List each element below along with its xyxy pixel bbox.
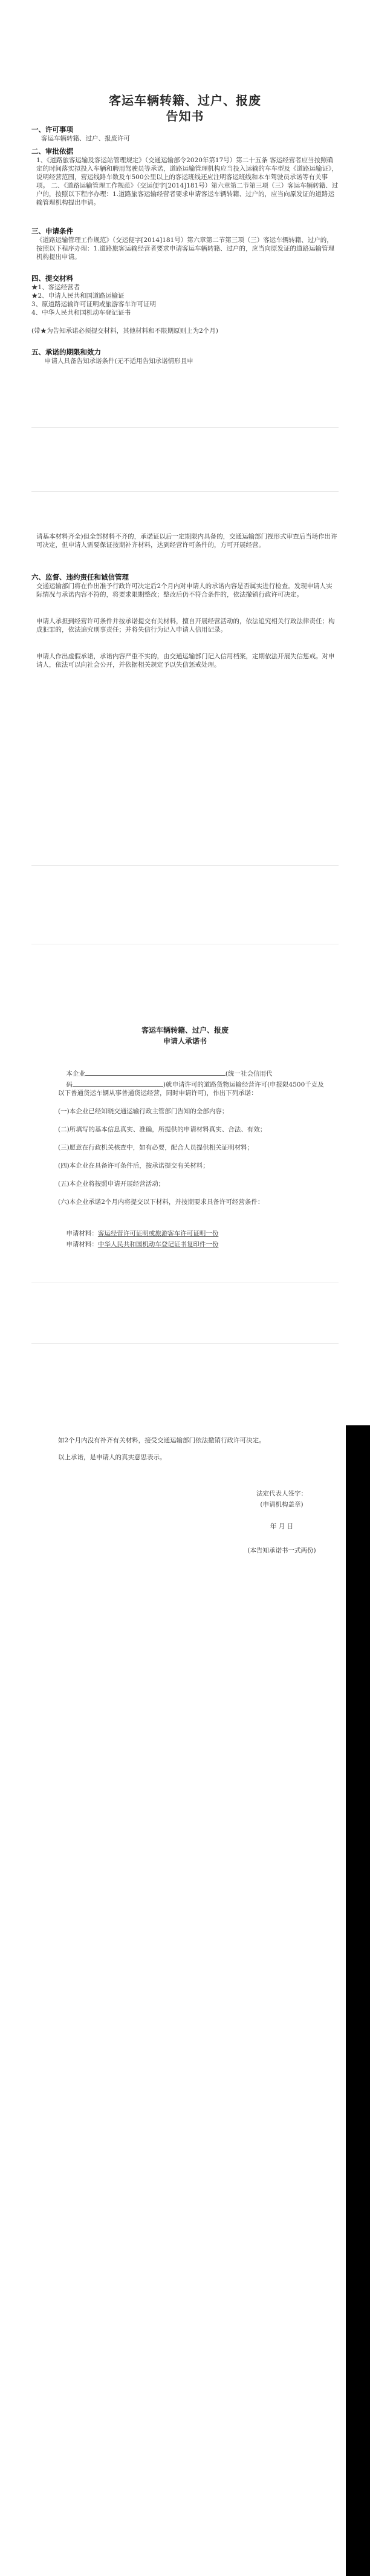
page-break-divider: [31, 427, 339, 428]
materials-note: (带★为告知承诺必须提交材料，其他材料和不限期原则上为2个月): [31, 327, 218, 335]
materials-list: [31, 283, 341, 317]
section-body-supervision-3: 申请人作出虚假承诺，承诺内容严重不实的，由交通运输部门记入信用档案，定期依法开展失信惩戒。对申请人，依法可以向社会公开，并依据相关规定予以失信惩戒处理。: [36, 653, 335, 669]
pledge-closing: 如2个月内没有补齐有关材料，接受交通运输部门依法撤销行政许可决定。: [58, 1437, 265, 1444]
section-body-permit: 客运车辆转籍、过户、报废许可: [41, 135, 130, 142]
pledge-item: (四)本企业在具备许可条件后，按承诺提交有关材料；: [58, 1162, 209, 1169]
section-body-term-continued: 请基本材料齐全)但全部材料不齐的，承诺证以后一定期限内具备的，交通运输部门视形式审查后当场作出许可决定，但申请人需要保证按期补齐材料，达到经营许可条件的，方可开展经营。: [36, 533, 337, 549]
signature-label: 法定代表人签字：: [256, 1490, 307, 1497]
pledge-material-value: 客运经营许可证明或旅游客车许可证明一份: [97, 1230, 219, 1237]
pledge-item: (二)所填写的基本信息真实、准确，所提供的申请材料真实、合法、有效；: [58, 1126, 267, 1133]
pledge-material-label: 申请材料：: [66, 1230, 98, 1237]
copies-note: (本告知承诺书一式两份): [247, 1547, 316, 1554]
pledge-code-suffix: )就申请许可的道路货物运输经营许可(申报限4500千克及以下普通货运车辆从事普通货运经营，同时申请许可)，作出下列承诺：: [58, 1081, 324, 1097]
pledge-title: 客运车辆转籍、过户、报废: [141, 1026, 229, 1035]
pledge-item: (五)本企业将按照申请开展经营活动；: [58, 1180, 165, 1188]
section-heading-term: 五、承诺的期限和效力: [31, 348, 101, 356]
date-line: 年 月 日: [270, 1523, 294, 1530]
pledge-material-label: 申请材料：: [66, 1241, 98, 1248]
pledge-code-prefix: 码: [66, 1081, 73, 1088]
section-body-term: 申请人具备告知承诺条件(无不适用告知承诺情形且申: [45, 358, 193, 365]
materials-item: ★2、申请人民共和国道路运输证: [31, 292, 125, 299]
section-heading-supervision: 六、监督、违约责任和诚信管理: [31, 573, 129, 581]
pledge-company-prefix: 本企业: [66, 1070, 85, 1077]
pledge-closing: 以上承诺，是申请人的真实意思表示。: [58, 1454, 166, 1461]
pledge-company-suffix: (统一社会信用代: [225, 1070, 273, 1077]
section-body-conditions: 《道路运输管理工作规范》（交运便字[2014]181号）第六章第二节第三项（三）客运车辆转籍、过户的，按照以下程序办理：1.道路旅客运输经营者要求申请客运车辆转籍、过户的，应当向原发证的道路运输管理机构提出申请。: [36, 237, 335, 261]
pledge-line-code: [58, 1071, 324, 1106]
section-heading-materials: 四、提交材料: [31, 274, 73, 283]
pledge-subtitle: 申请人承诺书: [163, 1037, 207, 1045]
page-break-divider: [31, 491, 339, 492]
pledge-item: (三)愿意在行政机关核查中，如有必要，配合人员提供相关证明材料；: [58, 1144, 254, 1151]
signature-block: [227, 1488, 336, 1510]
pledge-item: (六)本企业承诺2个月内将提交以下材料，并按期要求具备许可经营条件：: [58, 1198, 264, 1206]
page-break-divider: [31, 865, 339, 866]
section-heading-permit: 一、许可事项: [31, 125, 73, 134]
materials-item: 4、中华人民共和国机动车登记证书: [31, 309, 131, 316]
section-body-supervision-2: 申请人承担到经营许可条件并按承诺提交有关材料，擅自开展经营活动的，依法追究相关行政法律责任；构成犯罪的，依法追究刑事责任；并将失信行为记入申请人信用记录。: [36, 618, 335, 633]
section-body-supervision: 交通运输部门将在作出准予行政许可决定后2个月内对申请人的承诺内容是否属实进行检查。发现申请人实际情况与承诺内容不符的，将要求限期整改；整改后仍不符合条件的，依法撤销行政许可决定。: [36, 583, 333, 598]
pledge-material-row: [58, 1232, 324, 1257]
page-break-divider: [31, 1343, 339, 1344]
section-heading-basis: 二、审批依据: [31, 147, 73, 155]
document-subtitle: 告知书: [166, 109, 204, 123]
materials-item: ★1、客运经营者: [31, 284, 80, 291]
document-title: 客运车辆转籍、过户、报废: [109, 93, 261, 108]
dark-scan-edge: [346, 1425, 370, 2576]
pledge-material-value: 中华人民共和国机动车登记证书复印件一份: [97, 1241, 219, 1248]
credit-code-field[interactable]: [73, 1079, 163, 1087]
section-heading-conditions: 三、申请条件: [31, 227, 73, 235]
materials-item: 3、原道路运输许可证明或旅游客车许可证明: [31, 301, 157, 308]
pledge-item: (一)本企业已经知晓交通运输行政主管部门告知的全部内容；: [58, 1108, 229, 1115]
section-body-basis: 1、《道路旅客运输及客运站管理规定》（交通运输部令2020年第17号）第二十五条 客运经营者应当按照确定的时间落实拟投入车辆和聘用驾驶员等承诺，道路运输管理机构应当投入运输的车车型及《道路运输证》，说明经营范围，营运线路车数及车500公里以上的客运班线还应注明客运班线和本车驾驶员承诺等有关事项。 二、《道路运输管理工作规范》（交运便字[2014]181号）第六章第二节第三项（三）客运车辆转籍、过户的，按照以下程序办理：1.道路旅客运输经营者要求申请客运车辆转籍、过户的，应当向原发证的道路运输管理机构提出申请。: [36, 157, 339, 206]
seal-label: (申请机构盖章): [260, 1501, 303, 1508]
